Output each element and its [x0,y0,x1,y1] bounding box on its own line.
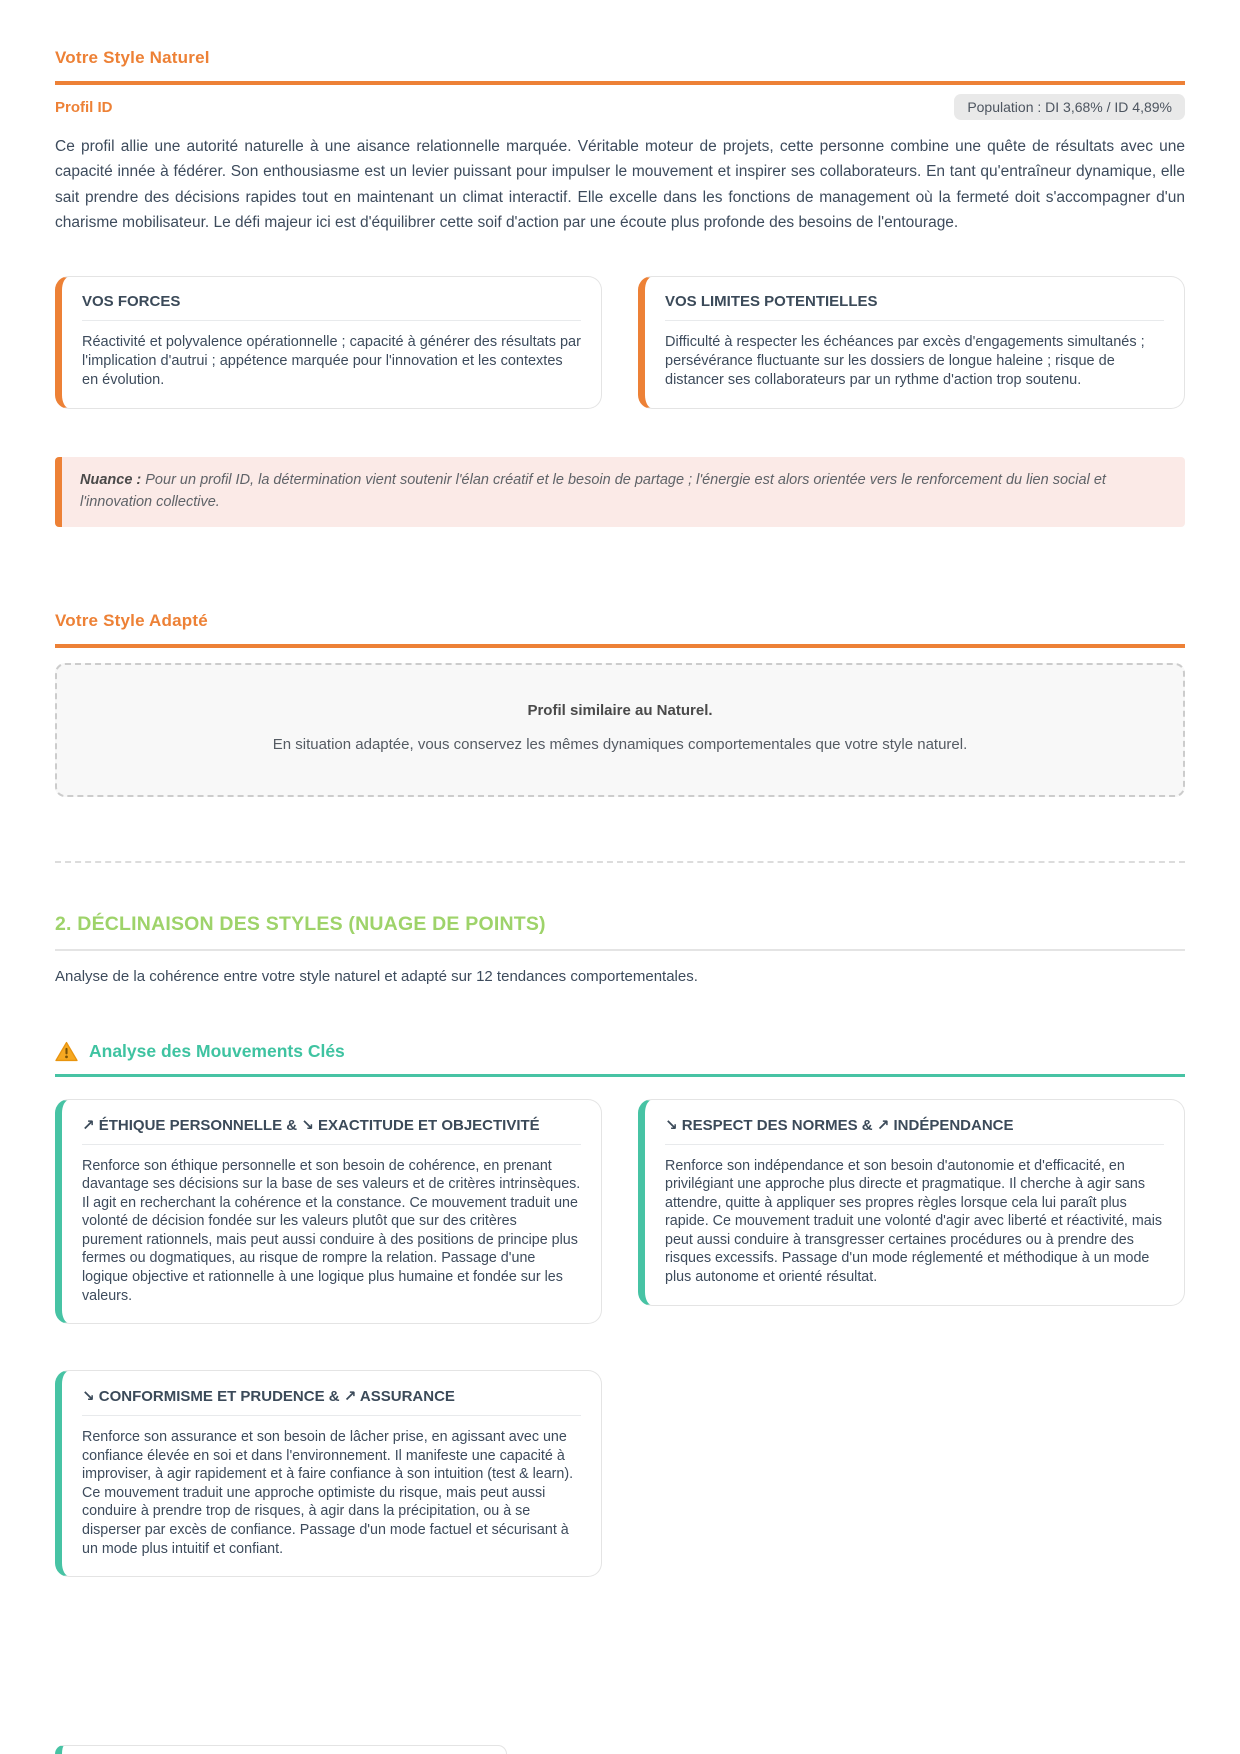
movement-card-title: ↘ CONFORMISME ET PRUDENCE & ↗ ASSURANCE [82,1387,581,1416]
movement-cards-grid [55,1099,1185,1578]
forces-limits-row [55,276,1185,409]
orange-divider [55,81,1185,85]
forces-card [55,276,602,409]
forces-card-body: Réactivité et polyvalence opérationnelle ; capacité à générer des résultats par l'implication d'autrui ; appétence marquée pour l'innovation et les contextes en évolution. [82,333,581,388]
limits-card-body: Difficulté à respecter les échéances par excès d'engagements simultanés ; persévérance fluctuante sur les dossiers de longue haleine ; risque de distancer ses collaborateurs par un rythme d'action trop soutenu. [665,333,1145,388]
warning-triangle-icon [55,1041,78,1062]
nuance-body: Pour un profil ID, la détermination vient soutenir l'élan créatif et le besoin de partage ; l'énergie est alors orientée vers le renforcement du lien social et l'innovation collective. [80,472,1106,510]
adapted-box-title: Profil similaire au Naturel. [527,701,713,719]
movement-card-conformisme [55,1370,602,1577]
orange-divider [55,644,1185,648]
movement-card-body: Renforce son éthique personnelle et son besoin de cohérence, en prenant davantage ses décisions sur la base de ses valeurs et de critères intrinsèques. Il agit en recherchant la cohérence et la constance. Ce mouvement traduit une volonté de décision fondée sur les valeurs plutôt que sur des critères purement rationnels, mais peut aussi conduire à des positions de principe plus fermes ou dogmatiques, au risque de rompre la relation. Passage d'une logique objective et rationnelle à une logique plus humaine et fondée sur les valeurs. [82,1157,581,1304]
declension-subtitle: Analyse de la cohérence entre votre style naturel et adapté sur 12 tendances comportementales. [55,967,698,985]
forces-card-title: VOS FORCES [82,293,581,321]
movement-card-normes [638,1099,1185,1306]
key-movements-heading [55,1041,1185,1062]
adapted-style-section [55,611,1185,797]
profile-header-row [55,94,1185,120]
profile-id-label: Profil ID [55,98,113,116]
limits-card-title: VOS LIMITES POTENTIELLES [665,293,1164,321]
population-badge: Population : DI 3,68% / ID 4,89% [954,94,1185,120]
adapted-style-title: Votre Style Adapté [55,610,208,630]
movement-card-body: Renforce son indépendance et son besoin d'autonomie et d'efficacité, en privilégiant une approche plus directe et pragmatique. Il cherche à agir sans attendre, quitte à appliquer ses propres règles lorsque cela lui paraît plus rapide. Ce mouvement traduit une volonté d'agir avec liberté et réactivité, mais peut aussi conduire à transgresser certaines procédures ou à prendre des risques excessifs. Passage d'un mode réglementé et méthodique à un mode plus autonome et orienté résultat. [665,1157,1163,1285]
movement-card-title: ↘ RESPECT DES NORMES & ↗ INDÉPENDANCE [665,1116,1164,1145]
movement-card-body: Renforce son assurance et son besoin de lâcher prise, en agissant avec une confiance élevée en soi et dans l'environnement. Il manifeste une capacité à improviser, à agir rapidement et à faire confiance à son intuition (test & learn). Ce mouvement traduit une approche optimiste du risque, mais peut aussi conduire à prendre trop de risques, à agir dans la précipitation, ou à se disperser par excès de confiance. Passage d'un mode factuel et sécurisant à un mode plus intuitif et confiant. [82,1429,574,1557]
natural-style-description: Ce profil allie une autorité naturelle à une aisance relationnelle marquée. Véritable moteur de projets, cette personne combine une quête de résultats avec une capacité innée à fédérer. Son enthousiasme est un levier puissant pour impulser le mouvement et inspirer ses collaborateurs. En tant qu'entraîneur dynamique, elle sait prendre des décisions rapides tout en maintenant un climat interactif. Elle excelle dans les fonctions de management où la fermeté doit s'accompagner d'un charisme mobilisateur. Le défi majeur ici est d'équilibrer cette soif d'action par une écoute plus profonde des besoins de l'entourage. [55,138,1185,232]
adapted-profile-box [55,663,1185,797]
nuance-callout [55,457,1185,527]
natural-style-title: Votre Style Naturel [55,48,210,67]
teal-divider [55,1074,1185,1077]
declension-section-title: 2. DÉCLINAISON DES STYLES (NUAGE DE POINTS) [55,913,1185,951]
nuance-label: Nuance : [80,472,146,488]
key-movements-heading-label: Analyse des Mouvements Clés [89,1040,345,1061]
adapted-box-body: En situation adaptée, vous conservez les mêmes dynamiques comportementales que votre style naturel. [272,735,968,753]
limits-card [638,276,1185,409]
movement-card-title: ↗ ÉTHIQUE PERSONNELLE & ↘ EXACTITUDE ET OBJECTIVITÉ [82,1116,581,1145]
section-dashed-divider [55,861,1185,863]
movement-card-ethique [55,1099,602,1325]
next-card-cutoff-stub [55,1745,507,1754]
